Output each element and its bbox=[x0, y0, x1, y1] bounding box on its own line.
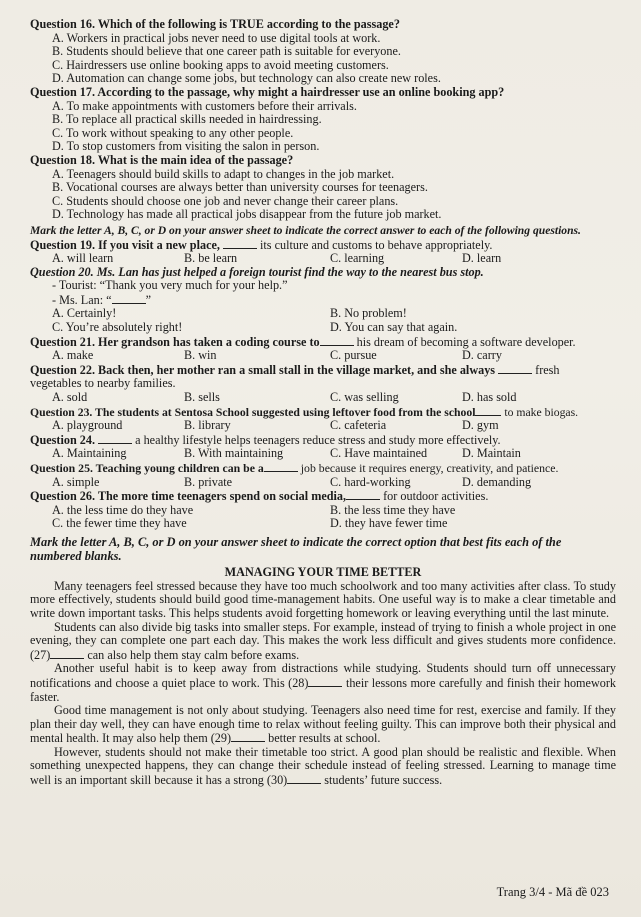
q16-option-d[interactable]: D. Automation can change some jobs, but technology can also create new roles. bbox=[52, 71, 441, 86]
passage-paragraph-5 bbox=[30, 746, 616, 788]
q23-blank bbox=[475, 405, 501, 416]
question-17 bbox=[30, 86, 616, 154]
q21-blank bbox=[320, 335, 354, 346]
question-18-stem: Question 18. What is the main idea of the passage? bbox=[30, 152, 294, 167]
q23-option-c[interactable]: C. cafeteria bbox=[330, 418, 387, 433]
q22-stem-mid: fresh bbox=[535, 362, 560, 377]
question-20 bbox=[30, 266, 616, 335]
q18-option-a[interactable]: A. Teenagers should build skills to adapt to changes in the job market. bbox=[52, 166, 395, 181]
blank-29 bbox=[231, 731, 265, 742]
question-24 bbox=[30, 433, 616, 461]
q26-option-a[interactable]: A. the less time do they have bbox=[52, 502, 194, 517]
blank-30 bbox=[287, 773, 321, 784]
q17-option-a[interactable]: A. To make appointments with customers before their arrivals. bbox=[52, 98, 357, 113]
q23-option-b[interactable]: B. library bbox=[184, 418, 231, 433]
question-25 bbox=[30, 461, 616, 489]
q25-stem-start: Question 25. Teaching young children can be a bbox=[30, 461, 264, 475]
q17-option-b[interactable]: B. To replace all practical skills needed in hairdressing. bbox=[52, 112, 322, 127]
instruction-mcq: Mark the letter A, B, C, or D on your answer sheet to indicate the correct answer to each of the following questions. bbox=[30, 223, 581, 237]
q19-blank bbox=[223, 238, 257, 249]
q20-dialogue-2-end: ” bbox=[145, 292, 151, 307]
q21-stem-start: Question 21. Her grandson has taken a coding course to bbox=[30, 334, 320, 349]
q16-option-c[interactable]: C. Hairdressers use online booking apps to avoid meeting customers. bbox=[52, 57, 389, 72]
q17-option-d[interactable]: D. To stop customers from visiting the salon in person. bbox=[52, 139, 320, 154]
blank-28 bbox=[308, 676, 342, 687]
q18-option-d[interactable]: D. Technology has made all practical jobs disappear from the future job market. bbox=[52, 207, 442, 222]
question-22 bbox=[30, 363, 616, 405]
q22-option-a[interactable]: A. sold bbox=[52, 390, 88, 405]
q18-option-c[interactable]: C. Students should choose one job and never change their career plans. bbox=[52, 193, 399, 208]
q24-blank bbox=[98, 433, 132, 444]
question-19 bbox=[30, 238, 616, 266]
question-23 bbox=[30, 405, 616, 433]
paragraph-5-end: students’ future success. bbox=[324, 773, 443, 788]
q23-option-d[interactable]: D. gym bbox=[462, 418, 499, 433]
q24-option-a[interactable]: A. Maintaining bbox=[52, 446, 127, 461]
q19-option-a[interactable]: A. will learn bbox=[52, 251, 114, 266]
paragraph-5-start: However, students should not make their timetable too strict. A good plan should be realistic and flexible. When something unexpected happens, they can change their schedule instead of feeling stressed. Learning to manage time well is an important skill because it has a strong (30) bbox=[30, 744, 616, 788]
question-18 bbox=[30, 154, 616, 222]
question-17-stem: Question 17. According to the passage, why might a hairdresser use an online booking app? bbox=[30, 84, 505, 99]
q20-option-a[interactable]: A. Certainly! bbox=[52, 306, 117, 321]
paragraph-4-start: Good time management is not only about studying. Teenagers also need time for rest, exercise and family. If they plan their day well, they can have enough time to relax without feeling guilty. This can improve both their physical and mental health. It may also help them (29) bbox=[30, 703, 616, 746]
q20-dialogue-1: - Tourist: “Thank you very much for your help.” bbox=[52, 278, 288, 293]
paragraph-2-end: can also help them stay calm before exams. bbox=[87, 647, 300, 662]
q19-option-c[interactable]: C. learning bbox=[330, 251, 385, 266]
q19-stem-end: its culture and customs to behave appropriately. bbox=[260, 237, 493, 252]
q22-option-d[interactable]: D. has sold bbox=[462, 390, 517, 405]
q24-option-b[interactable]: B. With maintaining bbox=[184, 446, 284, 461]
q25-option-c[interactable]: C. hard-working bbox=[330, 474, 411, 489]
passage-paragraph-1: Many teenagers feel stressed because they have too much schoolwork and too many activities after class. To study more effectively, students should build good time-management habits. One useful way is to make a clear timetable and write down important tasks. This helps students avoid forgetting homework or leaving everything until the last minute. bbox=[30, 578, 616, 620]
instruction-cloze: Mark the letter A, B, C, or D on your answer sheet to indicate the correct option that best fits each of the numbered blanks. bbox=[30, 534, 562, 563]
q16-option-a[interactable]: A. Workers in practical jobs never need to use digital tools at work. bbox=[52, 30, 381, 45]
q25-option-a[interactable]: A. simple bbox=[52, 474, 100, 489]
passage-paragraph-4 bbox=[30, 704, 616, 746]
q25-stem-end: job because it requires energy, creativity, and patience. bbox=[300, 461, 559, 475]
question-16 bbox=[30, 18, 616, 86]
q25-option-b[interactable]: B. private bbox=[184, 474, 233, 489]
q20-stem: Question 20. Ms. Lan has just helped a foreign tourist find the way to the nearest bus stop. bbox=[30, 264, 484, 279]
q24-option-c[interactable]: C. Have maintained bbox=[330, 446, 428, 461]
page-footer: Trang 3/4 - Mã đề 023 bbox=[496, 885, 609, 899]
q26-option-b[interactable]: B. the less time they have bbox=[330, 502, 456, 517]
exam-content bbox=[30, 18, 616, 788]
passage-title: MANAGING YOUR TIME BETTER bbox=[224, 565, 422, 580]
q20-dialogue-2: - Ms. Lan: “ bbox=[52, 292, 112, 307]
q18-option-b[interactable]: B. Vocational courses are always better than university courses for teenagers. bbox=[52, 180, 428, 195]
q21-option-d[interactable]: D. carry bbox=[462, 348, 502, 363]
question-16-stem: Question 16. Which of the following is TRUE according to the passage? bbox=[30, 17, 400, 31]
q19-option-b[interactable]: B. be learn bbox=[184, 251, 238, 266]
q16-option-b[interactable]: B. Students should believe that one career path is suitable for everyone. bbox=[52, 44, 401, 59]
q26-blank bbox=[346, 489, 380, 500]
q20-option-c[interactable]: C. You’re absolutely right! bbox=[52, 320, 183, 335]
paragraph-2-start: Students can also divide big tasks into smaller steps. For example, instead of trying to finish a whole project in one evening, they can complete one part each day. This makes the work less difficult and gives students more confidence. (27) bbox=[30, 619, 616, 662]
passage-paragraph-3 bbox=[30, 662, 616, 704]
question-26 bbox=[30, 489, 616, 531]
q22-stem-end: vegetables to nearby families. bbox=[30, 376, 176, 391]
paragraph-3-end: their lessons more carefully and finish their homework faster. bbox=[30, 675, 616, 704]
q22-blank bbox=[498, 363, 532, 374]
q26-stem-end: for outdoor activities. bbox=[383, 489, 489, 504]
q24-option-d[interactable]: D. Maintain bbox=[462, 446, 521, 461]
question-21 bbox=[30, 335, 616, 363]
q19-option-d[interactable]: D. learn bbox=[462, 251, 502, 266]
q20-option-d[interactable]: D. You can say that again. bbox=[330, 320, 458, 335]
q24-stem-start: Question 24. bbox=[30, 432, 96, 447]
paragraph-3-start: Another useful habit is to keep away from distractions while studying. Students should turn off unnecessary notifications and choose a quiet place to work. This (28) bbox=[30, 661, 616, 690]
q21-option-b[interactable]: B. win bbox=[184, 348, 217, 363]
q21-stem-end: his dream of becoming a software developer. bbox=[356, 334, 576, 349]
q26-stem-start: Question 26. The more time teenagers spend on social media, bbox=[30, 489, 347, 504]
q23-stem-start: Question 23. The students at Sentosa School suggested using leftover food from the school bbox=[30, 405, 476, 419]
q21-option-a[interactable]: A. make bbox=[52, 348, 94, 363]
q20-blank bbox=[112, 293, 146, 304]
q22-option-c[interactable]: C. was selling bbox=[330, 390, 399, 405]
paragraph-4-end: better results at school. bbox=[268, 731, 381, 746]
q20-option-b[interactable]: B. No problem! bbox=[330, 306, 407, 321]
q22-stem-start: Question 22. Back then, her mother ran a small stall in the village market, and she always bbox=[30, 362, 496, 377]
q22-option-b[interactable]: B. sells bbox=[184, 390, 220, 405]
q25-blank bbox=[264, 461, 298, 472]
passage-paragraph-2 bbox=[30, 621, 616, 663]
q23-stem-end: to make biogas. bbox=[504, 405, 579, 419]
blank-27 bbox=[50, 648, 84, 659]
q26-option-c[interactable]: C. the fewer time they have bbox=[52, 516, 187, 531]
q26-option-d[interactable]: D. they have fewer time bbox=[330, 516, 448, 531]
q21-option-c[interactable]: C. pursue bbox=[330, 348, 377, 363]
q19-stem-start: Question 19. If you visit a new place, bbox=[30, 237, 220, 252]
q23-option-a[interactable]: A. playground bbox=[52, 418, 123, 433]
q17-option-c[interactable]: C. To work without speaking to any other people. bbox=[52, 125, 294, 140]
q25-option-d[interactable]: D. demanding bbox=[462, 474, 532, 489]
q24-stem-end: a healthy lifestyle helps teenagers reduce stress and study more effectively. bbox=[135, 432, 501, 447]
